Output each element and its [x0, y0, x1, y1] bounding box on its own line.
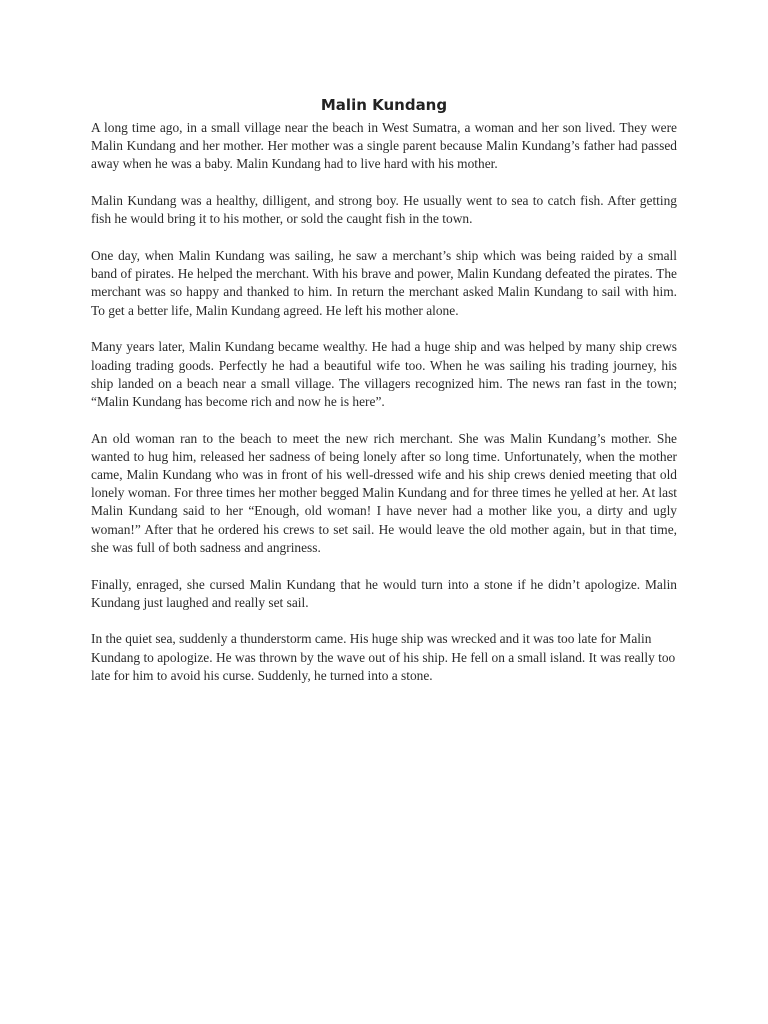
paragraph-1: A long time ago, in a small village near the beach in West Sumatra, a woman and her son lived. They were Malin Kundang and her mother. Her mother was a single parent because Malin Kundang’s father had passed away when he was a baby. Malin Kundang had to live hard with his mother.: [91, 120, 677, 172]
paragraph-5: An old woman ran to the beach to meet the new rich merchant. She was Malin Kundang’s mother. She wanted to hug him, released her sadness of being lonely after so long time. Unfortunately, when the mother came, Malin Kundang who was in front of his well-dressed wife and his ship crews denied meeting that old lonely woman. For three times her mother begged Malin Kundang and for three times he yelled at her. At last Malin Kundang said to her “Enough, old woman! I have never had a mother like you, a dirty and ugly woman!” After that he ordered his crews to set sail. He would leave the old mother again, but in that time, she was full of both sadness and angriness.: [91, 430, 677, 555]
paragraph-6: Finally, enraged, she cursed Malin Kundang that he would turn into a stone if he didn’t apologize. Malin Kundang just laughed and really set sail.: [91, 576, 677, 610]
paragraph-2: Malin Kundang was a healthy, dilligent, and strong boy. He usually went to sea to catch fish. After getting fish he would bring it to his mother, or sold the caught fish in the town.: [91, 193, 677, 227]
paragraph-4: Many years later, Malin Kundang became wealthy. He had a huge ship and was helped by many ship crews loading trading goods. Perfectly he had a beautiful wife too. When he was sailing his trading journey, his ship landed on a beach near a small village. The villagers recognized him. The news ran fast in the town; “Malin Kundang has become rich and now he is here”.: [91, 339, 677, 409]
paragraph-3: One day, when Malin Kundang was sailing, he saw a merchant’s ship which was being raided by a small band of pirates. He helped the merchant. With his brave and power, Malin Kundang defeated the pirates. The merchant was so happy and thanked to him. In return the merchant asked Malin Kundang to sail with him. To get a better life, Malin Kundang agreed. He left his mother alone.: [91, 248, 677, 318]
document-title: Malin Kundang: [320, 96, 448, 114]
document-body: [91, 119, 677, 704]
paragraph-7: In the quiet sea, suddenly a thunderstorm came. His huge ship was wrecked and it was too late for Malin Kundang to apologize. He was thrown by the wave out of his ship. He fell on a small island. It was really too late for him to avoid his curse. Suddenly, he turned into a stone.: [91, 631, 676, 683]
